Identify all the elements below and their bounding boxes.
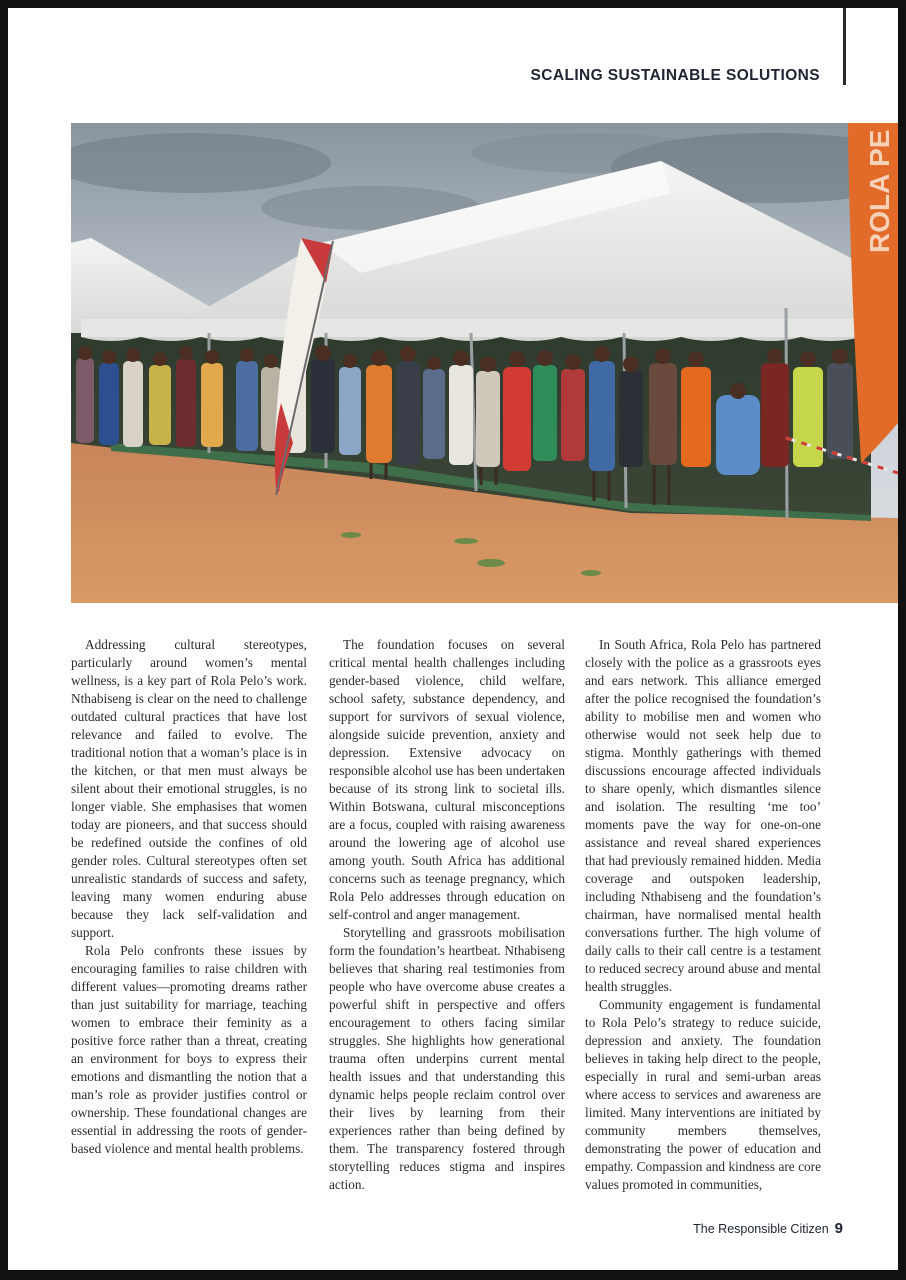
publication-name: The Responsible Citizen [693, 1222, 829, 1236]
paragraph: Community engagement is fundamental to Rola Pelo’s strategy to reduce suicide, depression and anxiety. The foundation believes in taking help direct to the people, especially in rural and semi-urban areas where access to services and awareness are limited. Many interventions are initiated by community members themselves, demonstrating the power of education and empathy. Compassion and kindness are core values promoted in communities, [585, 997, 821, 1192]
article-column-2 [329, 636, 565, 1194]
section-title: SCALING SUSTAINABLE SOLUTIONS [530, 67, 820, 84]
paragraph: Storytelling and grassroots mobilisation form the foundation’s heartbeat. Nthabiseng believes that sharing real testimonies from people who have overcome abuse creates a powerful shift in perspective and offers encouragement to others facing similar struggles. She highlights how generational trauma often underpins current mental health issues and that understanding this dynamic helps people reclaim control over their lives by learning from their experiences rather than being defined by them. The transparency fostered through storytelling reduces stigma and inspires action. [329, 925, 565, 1192]
paragraph: The foundation focuses on several critical mental health challenges including gender-based violence, child welfare, school safety, substance dependency, and support for survivors of sexual violence, alongside suicide prevention, anxiety and depression. Extensive advocacy on responsible alcohol use has been undertaken because of its strong link to societal ills. Within Botswana, cultural misconceptions are a focus, coupled with raising awareness around the lowering age of alcohol use among youth. South Africa has additional concerns such as teenage pregnancy, which Rola Pelo addresses through education on self-control and anger management. [329, 637, 565, 922]
article-column-1 [71, 636, 307, 1158]
page-number: 9 [834, 1220, 843, 1237]
page-footer [693, 1220, 843, 1237]
paragraph: Addressing cultural stereotypes, particularly around women’s mental wellness, is a key part of Rola Pelo’s work. Nthabiseng is clear on the need to challenge outdated cultural practices that have lost relevance and failed to evolve. The traditional notion that a woman’s place is in the kitchen, or that men must always be silent about their emotional struggles, is no longer viable. She emphasises that women today are pioneers, and that success should be redefined outside the confines of old gender roles. Cultural stereotypes often set unrealistic standards of success and safety, leaving many women enduring abuse because they lack self-validation and support. [71, 637, 307, 940]
event-photo [71, 123, 898, 603]
header-divider [843, 8, 846, 85]
banner-lettering: ROLA PE [864, 129, 895, 253]
magazine-page [8, 8, 898, 1270]
paragraph: Rola Pelo confronts these issues by encouraging families to raise children with different values—promoting dreams rather than just suitability for marriage, teaching women to embrace their feminity as a positive force rather than a threat, creating an environment for boys to express their emotions and dismantling the notion that a man’s role as provider justifies control or ownership. These foundational changes are essential in addressing the roots of gender-based violence and mental health problems. [71, 943, 307, 1156]
paragraph: In South Africa, Rola Pelo has partnered closely with the police as a grassroots eyes and ears network. This alliance emerged after the police recognised the foundation’s ability to mobilise men and women who otherwise would not seek help due to stigma. Monthly gatherings with themed discussions encourage affected individuals to share openly, which dismantles silence and isolation. The resulting ‘me too’ moments pave the way for one-on-one assistance and reveal shared experiences that had previously remained hidden. Media coverage and outspoken leadership, including Nthabiseng and the foundation’s chairman, have normalised mental health conversations further. The high volume of daily calls to their call centre is a testament to reduced secrecy around abuse and mental health struggles. [585, 637, 821, 994]
article-column-3 [585, 636, 821, 1194]
